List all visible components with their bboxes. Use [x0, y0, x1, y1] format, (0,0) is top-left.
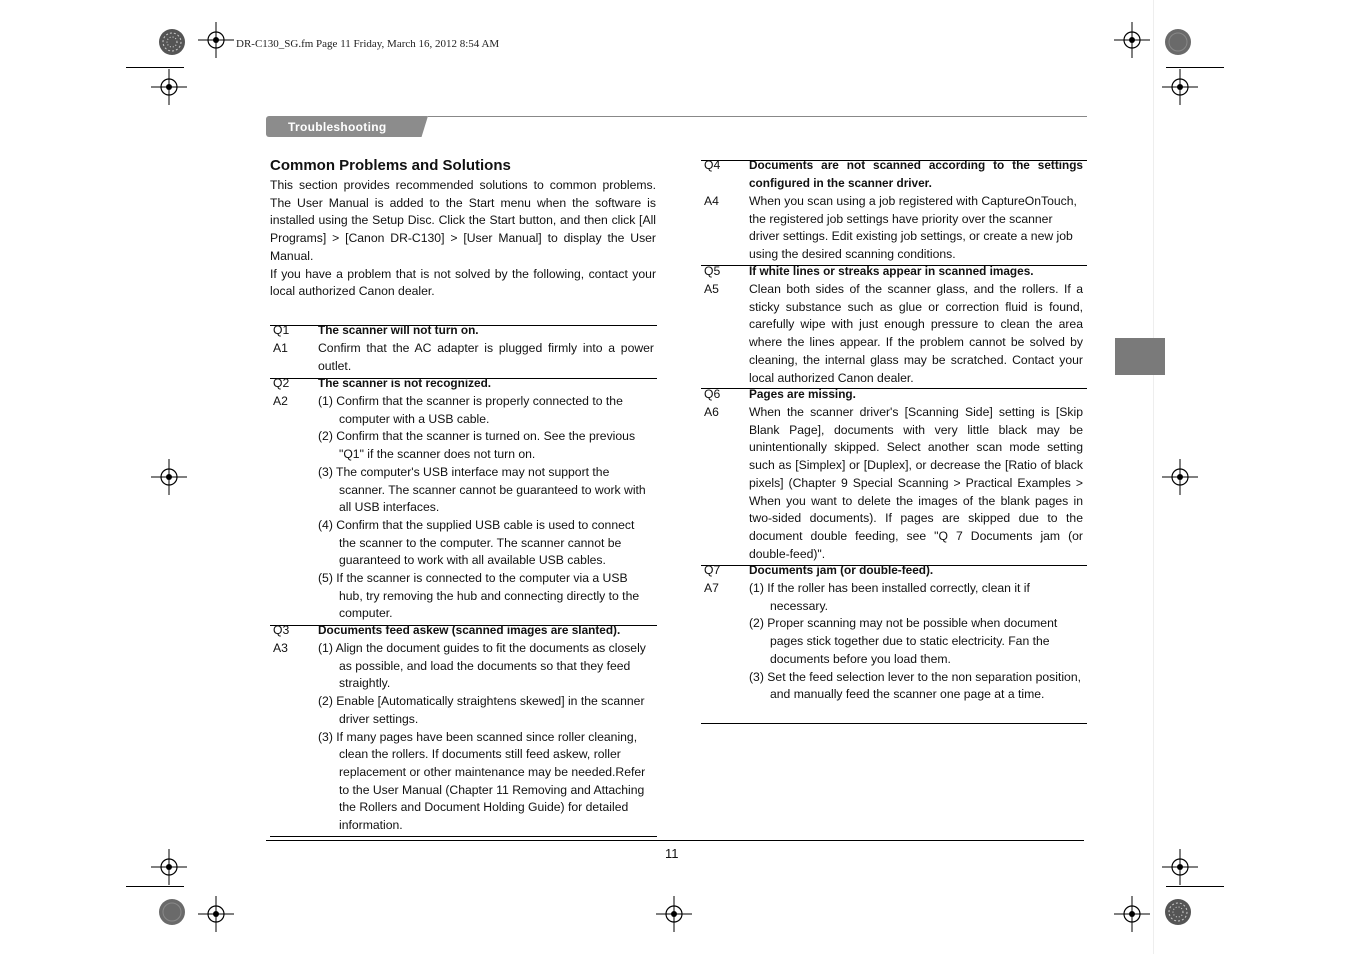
crop-mark: [1166, 67, 1224, 68]
question-text: The scanner will not turn on.: [318, 323, 479, 337]
page-number: 11: [665, 846, 679, 861]
registration-mark-icon: [151, 849, 187, 885]
crop-mark: [1166, 886, 1224, 887]
registration-mark-icon: [151, 459, 187, 495]
answer-label: A7: [704, 581, 719, 595]
answer-step: (2) Confirm that the scanner is turned on. See the previous "Q1" if the scanner does not turn on.: [318, 429, 636, 462]
answer-step: (1) Confirm that the scanner is properly connected to the computer with a USB cable.: [318, 394, 623, 426]
question-label: Q7: [704, 563, 721, 577]
answer-label: A3: [273, 641, 288, 655]
question-label: Q6: [704, 387, 721, 401]
chapter-thumb-index: [1115, 338, 1165, 375]
crop-mark: [126, 67, 184, 68]
registration-mark-icon: [198, 896, 234, 932]
question-text: The scanner is not recognized.: [318, 376, 492, 390]
answer-step: (3) If many pages have been scanned since roller cleaning, clean the rollers. If documents still feed askew, roller replacement or other maintenance may be needed.Refer to the User Manual (Chapter 11 Removing and Attaching the Rollers and Document Holding Guide) for detailed information.: [318, 729, 646, 833]
footer-rule: [266, 840, 1084, 841]
qa-item-q5: [701, 263, 1087, 388]
answer-paragraph: Confirm that the AC adapter is plugged firmly into a power outlet.: [318, 341, 654, 373]
chapter-tab-label: Troubleshooting: [288, 120, 387, 134]
qa-item-q2: [270, 375, 657, 625]
registration-mark-icon: [656, 896, 692, 932]
question-text: Pages are missing.: [749, 387, 856, 401]
starburst-target-icon: [1164, 898, 1192, 926]
answer-step: (2) Enable [Automatically straightens skewed] in the scanner driver settings.: [318, 694, 645, 726]
question-label: Q5: [704, 264, 721, 278]
starburst-target-icon: [158, 28, 186, 56]
answer-text: [749, 281, 1083, 387]
question-text: If white lines or streaks appear in scanned images.: [749, 264, 1034, 278]
answer-text: [318, 340, 654, 375]
registration-mark-icon: [1162, 849, 1198, 885]
answer-paragraph: When the scanner driver's [Scanning Side] setting is [Skip Blank Page], documents with very little black may be unintentionally skipped. Select another scan mode setting such as [Simplex] or [Duplex], or decrease the [Ratio of black pixels] (Chapter 9 Special Scanning > Practical Examples > When you want to delete the images of the blank pages in two-sided documents). If pages are skipped due to the document double feeding, see "Q 7 Documents jam (or double-feed)".: [749, 405, 1083, 561]
question-text: Documents jam (or double-feed).: [749, 563, 934, 577]
question-label: Q3: [273, 623, 290, 637]
page-edge: [1153, 0, 1154, 954]
qa-item-q4: [701, 157, 1087, 265]
qa-end-rule: [270, 836, 657, 837]
registration-mark-icon: [1162, 459, 1198, 495]
answer-paragraph: Clean both sides of the scanner glass, and the rollers. If a sticky substance such as glue or correction fluid is found, carefully wipe with just enough pressure to clean the area where the lines appear. If the problem cannot be solved by cleaning, the internal glass may be scratched. Contact your local authorized Canon dealer.: [749, 282, 1083, 385]
answer-label: A1: [273, 341, 288, 355]
qa-item-q1: [270, 322, 657, 382]
answer-list: [318, 640, 654, 835]
answer-list: [749, 580, 1083, 704]
answer-label: A4: [704, 194, 719, 208]
answer-step: (1) Align the document guides to fit the documents as closely as possible, and load the documents so that they feed straightly.: [318, 641, 646, 691]
qa-item-q7: [701, 562, 1087, 722]
answer-label: A5: [704, 282, 719, 296]
answer-step: (5) If the scanner is connected to the computer via a USB hub, try removing the hub and connecting directly to the computer.: [318, 571, 640, 621]
qa-end-rule: [701, 723, 1087, 724]
question-label: Q2: [273, 376, 290, 390]
answer-text: [749, 193, 1083, 264]
intro-paragraph: This section provides recommended solutions to common problems. The User Manual is added to the Start menu when the software is installed using the Setup Disc. Click the Start button, and then click [All Programs] > [Canon DR-C130] > [User Manual] to display the User Manual.: [270, 178, 656, 263]
answer-step: (1) If the roller has been installed correctly, clean it if necessary.: [749, 581, 1030, 613]
answer-list: [318, 393, 654, 623]
registration-mark-icon: [1114, 896, 1150, 932]
answer-step: (2) Proper scanning may not be possible when document pages stick together due to static electricity. Fan the documents before you load them.: [749, 616, 1058, 666]
answer-step: (3) The computer's USB interface may not support the scanner. The scanner cannot be guaranteed to work with all USB interfaces.: [318, 464, 646, 515]
file-info-header: DR-C130_SG.fm Page 11 Friday, March 16, 2012 8:54 AM: [236, 38, 500, 50]
question-text: Documents are not scanned according to the settings configured in the scanner driver.: [749, 158, 1083, 190]
intro-paragraph: If you have a problem that is not solved by the following, contact your local authorized Canon dealer.: [270, 266, 656, 299]
question-label: Q1: [273, 323, 290, 337]
qa-item-q3: [270, 622, 657, 834]
header-rule: [428, 116, 1087, 117]
answer-label: A6: [704, 405, 719, 419]
qa-item-q6: [701, 386, 1087, 566]
section-title: Common Problems and Solutions: [270, 157, 511, 174]
registration-mark-icon: [151, 69, 187, 105]
registration-mark-icon: [1114, 22, 1150, 58]
section-intro: [270, 177, 656, 301]
gray-target-icon: [158, 898, 186, 926]
answer-label: A2: [273, 394, 288, 408]
question-label: Q4: [704, 158, 721, 172]
crop-mark: [126, 886, 184, 887]
answer-step: (3) Set the feed selection lever to the non separation position, and manually feed the scanner one page at a time.: [749, 669, 1081, 702]
answer-step: (4) Confirm that the supplied USB cable is used to connect the scanner to the computer. The scanner cannot be guaranteed to work with all available USB cables.: [318, 517, 635, 568]
question-text: Documents feed askew (scanned images are slanted).: [318, 623, 621, 637]
gray-target-icon: [1164, 28, 1192, 56]
answer-paragraph: When you scan using a job registered with CaptureOnTouch, the registered job settings have priority over the scanner driver settings. Edit existing job settings, or create a new job using the desired scanning conditions.: [749, 194, 1077, 262]
registration-mark-icon: [198, 22, 234, 58]
registration-mark-icon: [1162, 69, 1198, 105]
answer-text: [749, 404, 1083, 563]
